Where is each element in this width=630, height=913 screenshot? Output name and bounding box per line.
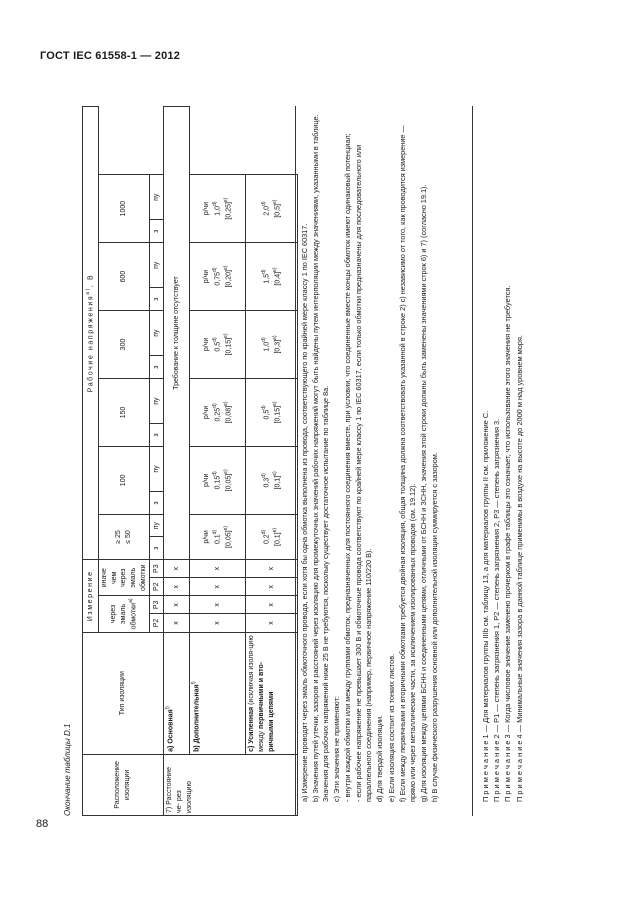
- table-cell: з: [150, 288, 164, 311]
- table-cell: 0,3$^{d)}$ $[0,1]^{e)}$: [246, 446, 298, 514]
- table-cell: 0,5$^{d)}$ $[0,15]^{e)}$: [246, 378, 298, 446]
- header-v1000: 1000: [99, 175, 150, 243]
- table-cell: пу: [150, 514, 164, 537]
- table-cell: р/чи 0,25$^{d)}$ $[0,08]^{e)}$: [190, 378, 246, 446]
- header-other-than-enamel: иначе чем через эмаль обмотки: [99, 560, 150, 596]
- row-reinforced: [246, 107, 298, 816]
- table-cell: х: [164, 560, 190, 578]
- footnote-f: f) Если между первичными и вторичными обмотками требуется двойная изоляция, общая толщина должна соответствовать указанной в строке 2) c) независимо от того, как проводится измерение — прямо или через металлические части, за исключением изолированных проводов (см. 19.12).: [397, 125, 417, 802]
- table-cell: з: [150, 424, 164, 447]
- note-1: П р и м е ч а н и е 1 — Для материалов группы IIIb см. таблицу 13, а для материалов группы II см. приложение С.: [481, 410, 490, 802]
- table-cell: х: [164, 578, 190, 596]
- footnote-d: d) Для твердой изоляции.: [375, 714, 385, 802]
- table-cell: 2,0$^{d)}$ $[0,5]^{e)}$: [246, 175, 298, 243]
- note-4: П р и м е ч а н и е 4 — Минимальные значения зазора в данной таблице применимы в воздухе на высоте до 2000 м над уровнем моря.: [514, 335, 524, 802]
- header-measurement: Измерение: [83, 560, 99, 632]
- table-cell: Р3: [150, 596, 164, 614]
- table-cell: з: [150, 220, 164, 243]
- header-v25-50: ≥ 25 ≤ 50: [99, 514, 150, 559]
- insulation-table: [82, 106, 298, 816]
- table-cell: х: [246, 560, 298, 578]
- header-type: Тип изоляции: [83, 632, 164, 754]
- rotated-page-content: [60, 106, 585, 816]
- table-cell: 0,2$^{d)}$ $[0,1]^{e)}$: [246, 514, 298, 559]
- table-cell: пу: [150, 175, 164, 220]
- footnote-c-item-1: - внутри каждой обмотки или между группами обмоток, предназначенных для постоянного соединения вместе, при условии, что соединенные вместе концы обмоток имеют одинаковый потенциал;: [343, 133, 353, 802]
- header-v100: 100: [99, 446, 150, 514]
- table-cell: х: [190, 560, 246, 578]
- footnote-c: c) Эти значения не применяют:: [332, 696, 342, 802]
- table-cell: з: [150, 356, 164, 379]
- table-cell: х: [190, 578, 246, 596]
- table-cell: р/чи 1,0$^{d)}$ $[0,25]^{e)}$: [190, 175, 246, 243]
- table-cell: Р2: [150, 614, 164, 632]
- table-cell: з: [150, 537, 164, 560]
- table-cell: пу: [150, 311, 164, 356]
- table-cell: пу: [150, 378, 164, 423]
- footnote-c-item-2: - если рабочее напряжение не превышает 300 В и обмоточные провода соответствуют по крайней мере классу 1 по IEC 60317, если только обмотки предназначены для последовательного или параллельного соединения (например, первичное напряжение 110/220 В).: [354, 144, 374, 802]
- footnote-a: a) Измерение проводят через эмаль обмоточного провода, если хотя бы одна обмотка выполнена из провода, соответствующего по крайней мере классу 1 по IEC 60317.: [300, 223, 309, 802]
- table-cell: 1,5$^{d)}$ $[0,4]^{e)}$: [246, 243, 298, 311]
- document-header: ГОСТ IEC 61558-1 — 2012: [40, 50, 181, 62]
- table-cell: х: [246, 614, 298, 632]
- table-cell: а) Основная$^{f)}$: [164, 632, 190, 754]
- table-cell: 1,0$^{d)}$ $[0,3]^{e)}$: [246, 311, 298, 379]
- header-v300: 300: [99, 311, 150, 379]
- row-supplementary: [190, 107, 246, 816]
- table-cell: Р2: [150, 578, 164, 596]
- header-v600: 600: [99, 243, 150, 311]
- table-cell: пу: [150, 243, 164, 288]
- table-cell: х: [164, 614, 190, 632]
- header-through-enamel: через эмаль обмотки$^{a)}$: [99, 596, 150, 632]
- table-cell: пу: [150, 446, 164, 491]
- table-cell: х: [246, 596, 298, 614]
- header-location: Расположение изоляции: [83, 754, 164, 815]
- table-cell: х: [164, 596, 190, 614]
- table-cell: х: [190, 596, 246, 614]
- table-notes: [472, 106, 526, 816]
- page-number: 88: [36, 818, 49, 830]
- table-cell: b) Дополнительная$^{f)}$: [190, 632, 246, 754]
- note-3: П р и м е ч а н и е 3 — Когда числовое значение заменено прочерком в графе таблицы это означает, что использование этого значения не требуется.: [503, 285, 513, 802]
- table-cell: Р3: [150, 560, 164, 578]
- table-caption: Окончание таблицы D.1: [63, 723, 72, 816]
- row-location: 7) Расстояние че- рез изоляцию: [164, 754, 298, 815]
- header-v150: 150: [99, 378, 150, 446]
- table-footnotes: [295, 106, 441, 816]
- table-cell: р/чи 0,1$^{d)}$ $[0,05]^{e)}$: [190, 514, 246, 559]
- table-cell: р/чи 0,75$^{d)}$ $[0,20]^{e)}$: [190, 243, 246, 311]
- header-working-voltage: Рабочие напряжения$^{a)}$, В: [83, 107, 99, 560]
- footnote-h: h) В случае физического разрушения основной или дополнительной изоляции суммируется с зазором.: [429, 452, 439, 802]
- footnote-b: b) Значения путей утечки, зазоров и расстояний через изоляцию для промежуточных значений рабочих напряжений могут быть найдены путем интерполяции между значениями, указанными в таблице. Значения для рабочих напряжений ниже 25 В не требуются, поскольку существует достаточное испытание по таблице 8а.: [311, 114, 331, 802]
- footnote-g: g) Для изоляции между цепями БСНН и соединенными цепями, отличными от БСНН и ЗСНН, значения этой строки должны быть заменены значениями строк 6) и 7) (согласно 19.1).: [418, 184, 428, 802]
- footnote-e: e) Если изоляция состоит из тонких листов.: [386, 653, 396, 802]
- no-thickness-requirement: Требование к толщине отсутствует: [164, 107, 190, 560]
- table-cell: х: [190, 614, 246, 632]
- table-cell: х: [246, 578, 298, 596]
- note-2: П р и м е ч а н и е 2 — Р1 — степень загрязнения 1, Р2 — степень загрязнения 2, Р3 — степень загрязнения 3.: [492, 418, 502, 802]
- table-cell: з: [150, 492, 164, 515]
- table-cell: р/чи 0,15$^{d)}$ $[0,05]^{e)}$: [190, 446, 246, 514]
- row-basic: [164, 107, 190, 816]
- table-cell: р/чи 0,5$^{d)}$ $[0,15]^{e)}$: [190, 311, 246, 379]
- table-cell: с) Усиленная (исключая изоля-цию между первичными и вто-ричными цепями: [246, 632, 298, 754]
